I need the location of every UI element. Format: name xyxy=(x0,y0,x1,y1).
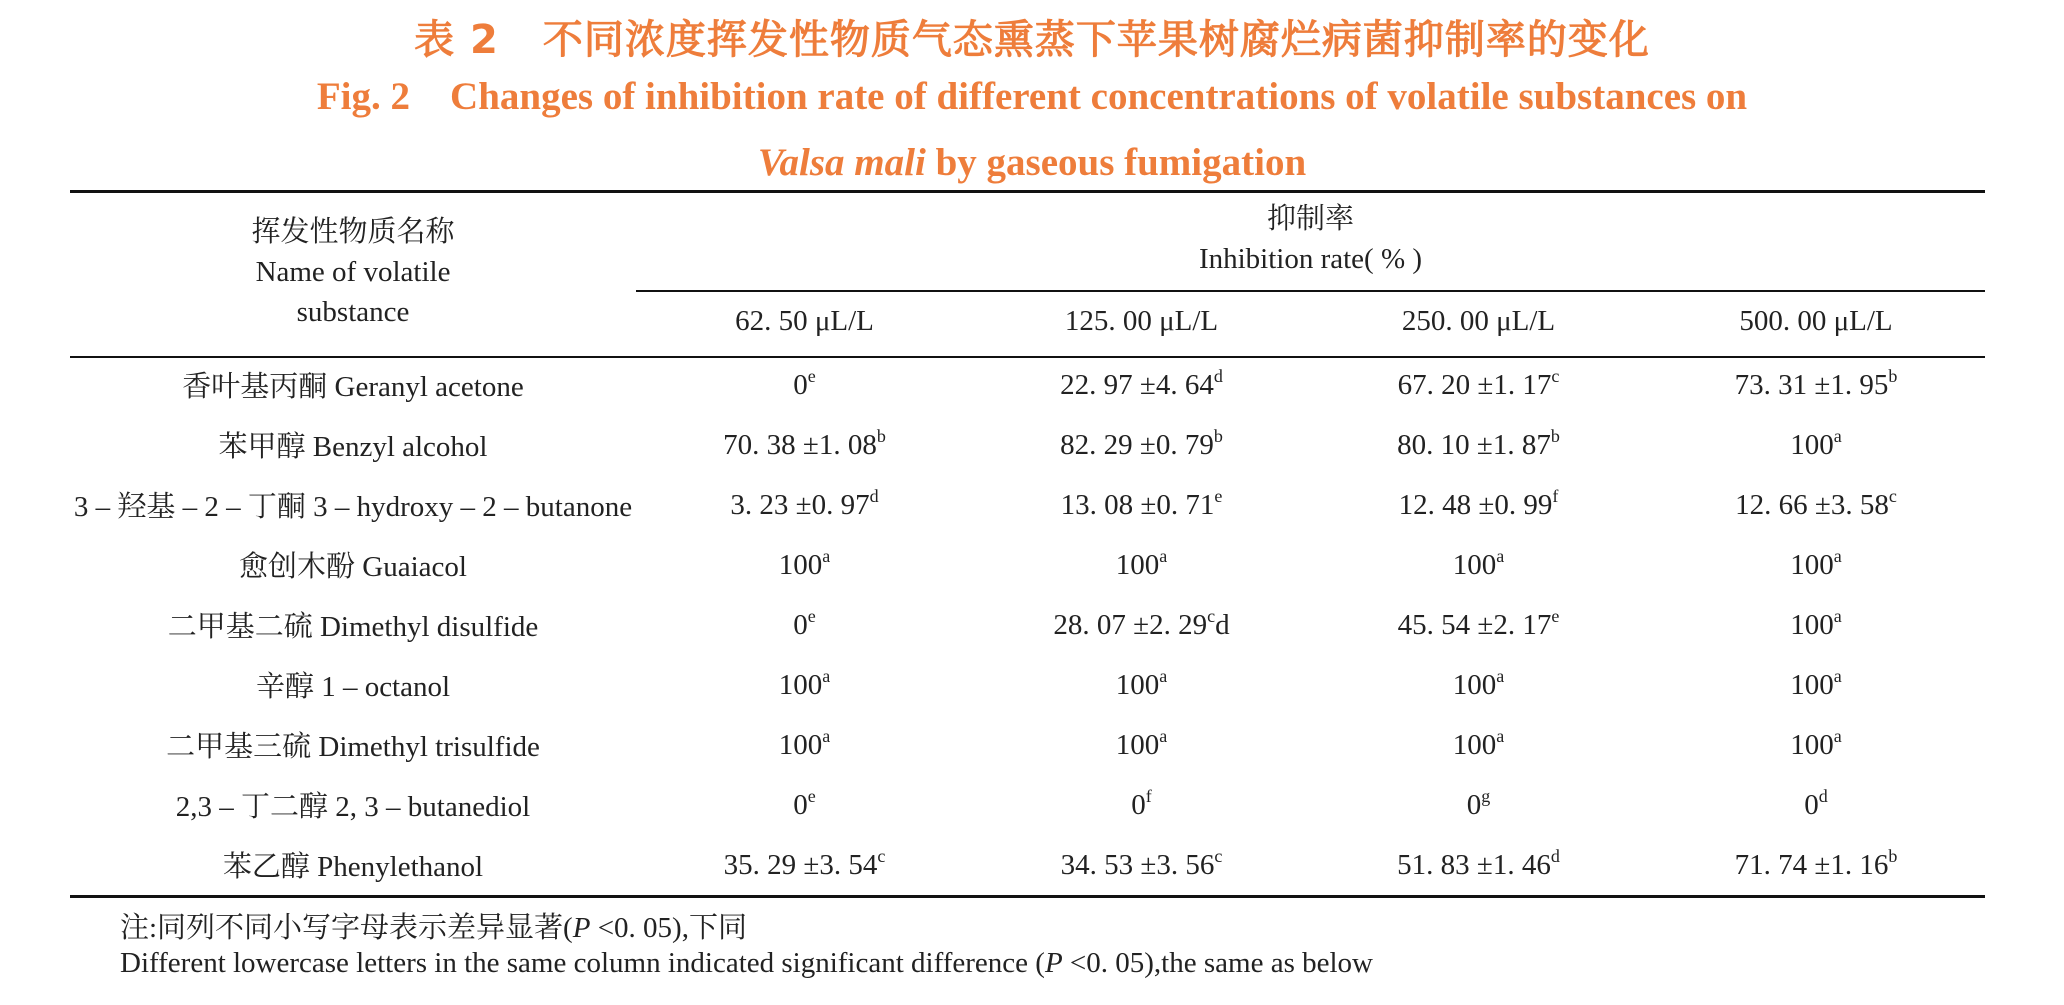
data-cell: 100$^a$ xyxy=(1115,726,1168,761)
data-cell: 82. 29 ±0. 79$^b$ xyxy=(1060,426,1223,461)
substance-name: 愈创木酚 Guaiacol xyxy=(239,550,467,583)
substance-name: 辛醇 1 – octanol xyxy=(255,670,451,703)
p-symbol: P xyxy=(572,912,591,944)
table-number-en: Fig. 2 xyxy=(316,75,411,118)
inhibition-rate-header xyxy=(636,190,1985,288)
substance-name: 3 – 羟基 – 2 – 丁酮 3 – hydroxy – 2 – butanone xyxy=(73,490,633,523)
table-title-cn xyxy=(0,8,2064,65)
data-cell: 51. 83 ±1. 46$^d$ xyxy=(1397,846,1560,881)
substance-name: 苯乙醇 Phenylethanol xyxy=(222,850,484,883)
name-header-cn: 挥发性物质名称 xyxy=(251,216,455,248)
data-cell: 0e xyxy=(793,606,816,641)
table-note-cn: 注:同列不同小写字母表示差异显著(P <0. 05),下同 xyxy=(120,912,747,944)
inhibition-table xyxy=(70,190,1985,894)
substance-name: 香叶基丙酮 Geranyl acetone xyxy=(182,370,524,403)
data-cell: 45. 54 ±2. 17e xyxy=(1397,606,1560,641)
substance-name: 二甲基二硫 Dimethyl disulfide xyxy=(167,610,539,643)
data-cell: 0$^f$ xyxy=(1131,786,1152,821)
data-cell: 0$^g$ xyxy=(1466,786,1491,821)
data-cell: 12. 48 ±0. 99$^f$ xyxy=(1398,486,1559,521)
substance-name: 2,3 – 丁二醇 2, 3 – butanediol xyxy=(175,790,531,823)
concentration-header: 62. 50 μL/L xyxy=(735,304,874,337)
stray-letter: d xyxy=(1215,609,1230,641)
data-cell: 34. 53 ±3. 56$^c$ xyxy=(1060,846,1223,881)
data-cell: 100$^a$ xyxy=(1115,666,1168,701)
data-cell: 100$^a$ xyxy=(1452,546,1505,581)
data-cell: 22. 97 ±4. 64$^d$ xyxy=(1060,366,1223,401)
data-cell: 100$^a$ xyxy=(778,726,831,761)
name-column-header xyxy=(70,190,636,354)
data-cell: 100$^a$ xyxy=(778,666,831,701)
data-cell: 100$^a$ xyxy=(1790,426,1842,461)
table-row xyxy=(70,774,1985,834)
data-cell: 13. 08 ±0. 71e xyxy=(1060,486,1223,521)
data-cell: 100$^a$ xyxy=(778,546,831,581)
name-header-en-2: substance xyxy=(296,296,410,328)
table-row xyxy=(70,714,1985,774)
data-cell: 100$^a$ xyxy=(1115,546,1168,581)
table-row xyxy=(70,654,1985,714)
table-title-en-line1 xyxy=(0,74,2064,119)
concentration-header: 250. 00 μL/L xyxy=(1401,304,1556,337)
group-header-cn: 抑制率 xyxy=(1266,203,1354,235)
table-row xyxy=(70,414,1985,474)
bottom-rule xyxy=(70,895,1985,898)
data-cell: 12. 66 ±3. 58$^c$ xyxy=(1735,486,1897,521)
table-row xyxy=(70,354,1985,414)
name-header-en-1: Name of volatile xyxy=(255,256,451,288)
table-row xyxy=(70,834,1985,894)
concentration-header: 125. 00 μL/L xyxy=(1064,304,1219,337)
data-cell: 0e xyxy=(793,786,816,821)
p-symbol: P xyxy=(1044,947,1063,979)
group-header-en: Inhibition rate( % ) xyxy=(1198,243,1423,275)
table-row xyxy=(70,534,1985,594)
data-cell: 73. 31 ±1. 95$^b$ xyxy=(1734,366,1898,401)
substance-name: 二甲基三硫 Dimethyl trisulfide xyxy=(166,730,540,763)
table-title-en-text: Changes of inhibition rate of different concentrations of volatile substances on xyxy=(450,75,1748,118)
data-cell: 100$^a$ xyxy=(1790,546,1842,581)
data-cell: 0$^d$ xyxy=(1804,786,1828,821)
data-cell: 3. 23 ±0. 97$^d$ xyxy=(730,486,879,521)
species-name: Valsa mali xyxy=(757,141,926,184)
data-cell: 100$^a$ xyxy=(1790,666,1842,701)
table-title-en-line2 xyxy=(0,140,2064,185)
data-cell: 100$^a$ xyxy=(1790,726,1842,761)
table-title-cn-text: 不同浓度挥发性物质气态熏蒸下苹果树腐烂病菌抑制率的变化 xyxy=(542,17,1650,63)
table-title-en-rest: by gaseous fumigation xyxy=(935,141,1307,184)
data-cell: 67. 20 ±1. 17$^c$ xyxy=(1397,366,1560,401)
data-cell: 100$^a$ xyxy=(1452,666,1505,701)
data-cell: 100$^a$ xyxy=(1790,606,1842,641)
concentration-header: 500. 00 μL/L xyxy=(1739,304,1893,337)
data-cell: 70. 38 ±1. 08$^b$ xyxy=(723,426,886,461)
data-cell: 71. 74 ±1. 16$^b$ xyxy=(1734,846,1898,881)
table-number-cn: 表 2 xyxy=(414,17,499,63)
table-row xyxy=(70,474,1985,534)
data-cell: 100$^a$ xyxy=(1452,726,1505,761)
data-cell: 0e xyxy=(793,366,816,401)
data-cell: 28. 07 ±2. 29$^c$d xyxy=(1053,606,1230,641)
data-cell: 35. 29 ±3. 54$^c$ xyxy=(723,846,886,881)
table-note-en: Different lowercase letters in the same column indicated significant difference (P <0. 05),the same as below xyxy=(120,947,1373,979)
substance-name: 苯甲醇 Benzyl alcohol xyxy=(218,430,488,463)
data-cell: 80. 10 ±1. 87$^b$ xyxy=(1397,426,1560,461)
table-row xyxy=(70,594,1985,654)
